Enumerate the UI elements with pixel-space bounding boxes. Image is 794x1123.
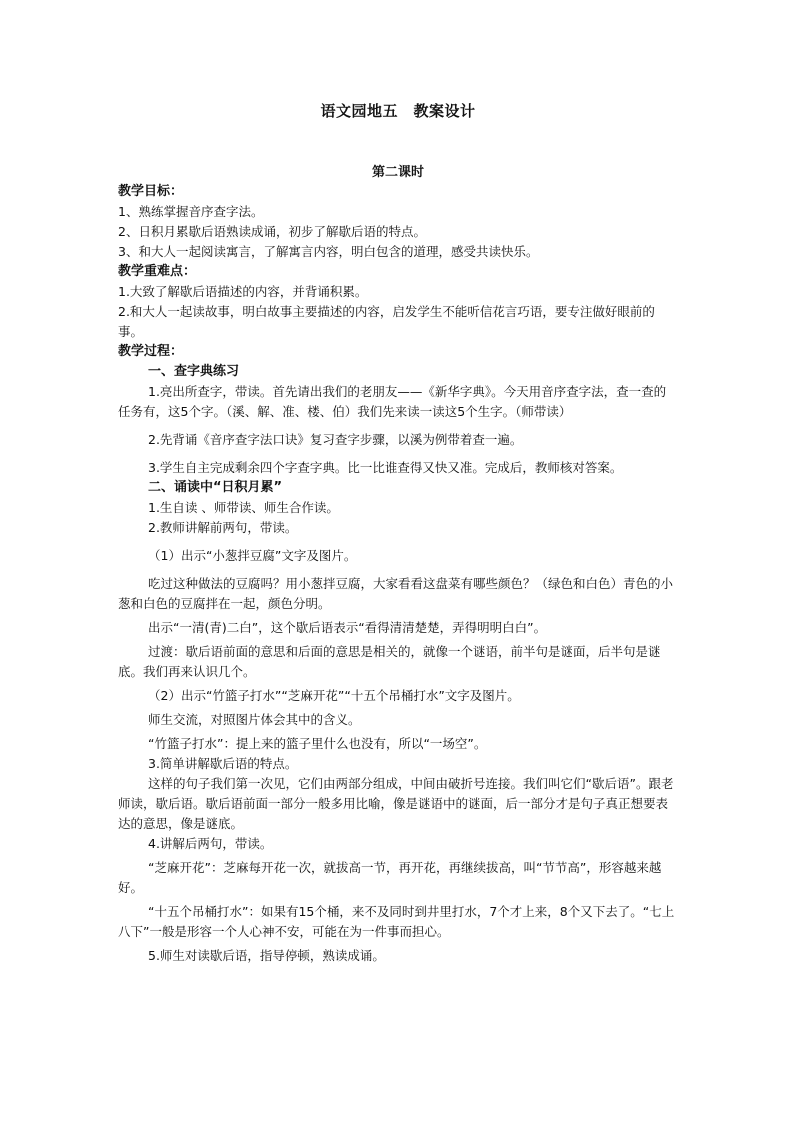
section2-paragraph: “竹篮子打水”：提上来的篮子里什么也没有，所以“一场空”。: [148, 736, 487, 751]
section2-paragraph: （2）出示“竹篮子打水”“芝麻开花”“十五个吊桶打水”文字及图片。: [148, 688, 520, 703]
section1-paragraph: 2.先背诵《音序查字法口诀》复习查字步骤，以溪为例带着查一遍。: [148, 432, 523, 447]
section2-paragraph: “十五个吊桶打水”：如果有15个桶，来不及同时到井里打水，7个才上来，8个又下去了。“七上八下”一般是形容一个人心神不安，可能在为一件事而担心。: [118, 904, 675, 939]
section2-heading: 二、诵读中“日积月累”: [148, 480, 283, 495]
section1-paragraph: 1.亮出所查字，带读。首先请出我们的老朋友——《新华字典》。今天用音序查字法，查一查的任务有，这5个字。（溪、解、准、楼、伯）我们先来读一读这5个生字。（师带读）: [118, 384, 667, 419]
keypoint-item: 2.和大人一起读故事，明白故事主要描述的内容，启发学生不能听信花言巧语，要专注做好眼前的事。: [118, 304, 655, 339]
section1-paragraph: 3.学生自主完成剩余四个字查字典。比一比谁查得又快又准。完成后，教师核对答案。: [148, 460, 623, 475]
section2-paragraph: 5.师生对读歇后语，指导停顿，熟读成诵。: [148, 948, 385, 963]
lesson-label: 第二课时: [371, 165, 424, 180]
section2-paragraph: 过渡：歇后语前面的意思和后面的意思是相关的，就像一个谜语，前半句是谜面，后半句是谜底。我们再来认识几个。: [118, 644, 661, 679]
document-title: 语文园地五 教案设计: [320, 102, 476, 120]
section1-heading: 一、查字典练习: [148, 364, 240, 379]
section2-paragraph: 1.生自读 、师带读、师生合作读。: [148, 500, 339, 515]
section2-paragraph: 3.简单讲解歇后语的特点。: [148, 756, 298, 771]
section2-paragraph: 吃过这种做法的豆腐吗？用小葱拌豆腐，大家看看这盘菜有哪些颜色？（绿色和白色）青色的小葱和白色的豆腐拌在一起，颜色分明。: [118, 576, 674, 611]
goal-item: 2、日积月累歇后语熟读成诵，初步了解歇后语的特点。: [118, 224, 426, 239]
section2-paragraph: 出示“一清(青)二白”，这个歇后语表示“看得清清楚楚，弄得明明白白”。: [148, 620, 547, 635]
section2-paragraph: 4.讲解后两句，带读。: [148, 836, 273, 851]
goal-item: 3、和大人一起阅读寓言，了解寓言内容，明白包含的道理，感受共读快乐。: [118, 244, 539, 259]
keypoints-heading: 教学重难点：: [118, 264, 197, 279]
process-heading: 教学过程：: [118, 344, 184, 359]
section2-paragraph: （1）出示“小葱拌豆腐”文字及图片。: [148, 548, 357, 563]
document-body: [118, 100, 678, 966]
goal-item: 1、熟练掌握音序查字法。: [118, 204, 264, 219]
section2-paragraph: 师生交流，对照图片体会其中的含义。: [148, 712, 361, 727]
keypoint-item: 1.大致了解歇后语描述的内容，并背诵积累。: [118, 284, 368, 299]
section2-paragraph: “芝麻开花”：芝麻每开花一次，就拔高一节，再开花，再继续拔高，叫“节节高”，形容越来越好。: [118, 860, 662, 895]
goals-heading: 教学目标：: [118, 184, 184, 199]
section2-paragraph: 2.教师讲解前两句，带读。: [148, 520, 298, 535]
section2-paragraph: 这样的句子我们第一次见，它们由两部分组成，中间由破折号连接。我们叫它们“歇后语”。跟老师读，歇后语。歇后语前面一部分一般多用比喻，像是谜语中的谜面，后一部分才是句子真正想要表达的意思，像是谜底。: [118, 776, 674, 831]
